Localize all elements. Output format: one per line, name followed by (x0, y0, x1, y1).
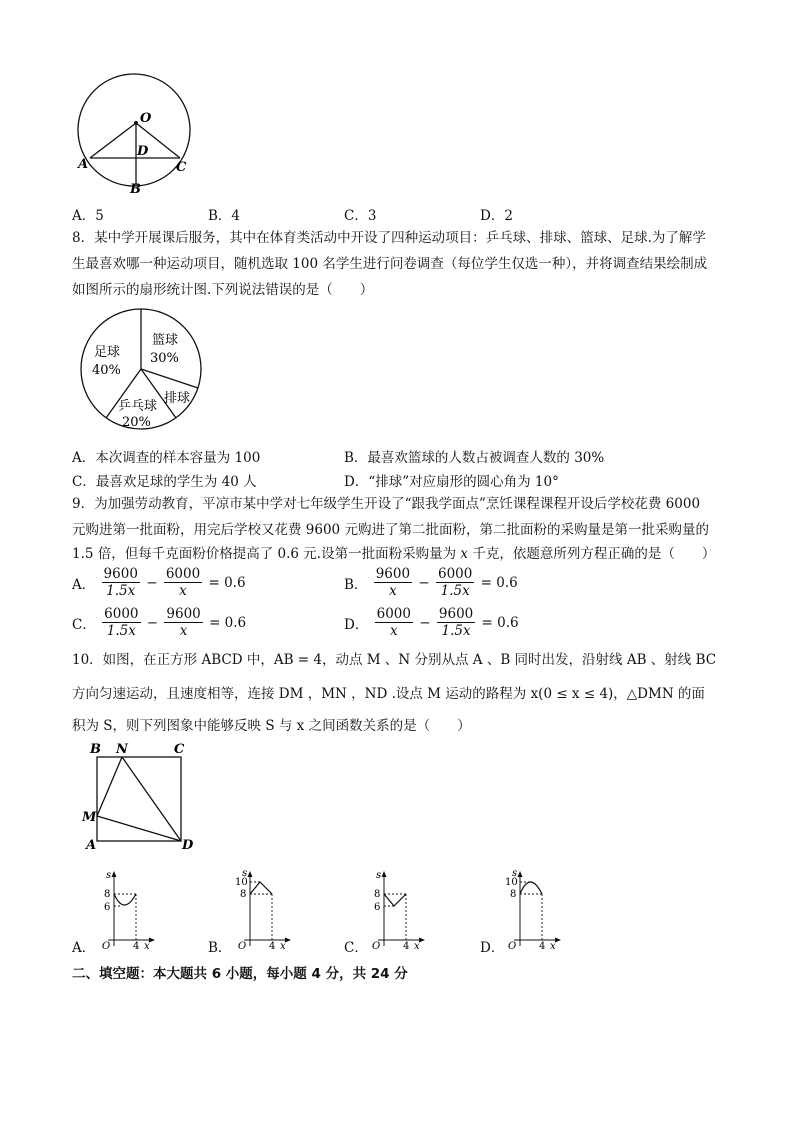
q10-graph-b-y-arrow (248, 871, 253, 877)
q9-stem-line1: 9．为加强劳动教育，平凉市某中学对七年级学生开设了“跟我学面点”烹饪课程课程开设后学校花费 6000 (72, 496, 701, 512)
q10-graph-a-y2: 6 (104, 902, 111, 913)
q10-segment-mn (97, 757, 122, 816)
q10-label-a: A (86, 838, 97, 852)
q8-label-volleyball: 排球 (164, 391, 191, 406)
q10-graph-b-o: O (238, 941, 247, 952)
q10-label-b: B (90, 742, 101, 757)
q9-option-d-frac2 (437, 606, 475, 639)
q10-graph-b-y2: 8 (240, 889, 247, 900)
q10-graph-c-xt: 4 (403, 941, 410, 952)
q8-label-basketball: 篮球 (152, 333, 179, 348)
q10-graph-c (362, 866, 428, 952)
q9-option-b-minus: − (418, 574, 430, 591)
q9-option-d-num1: 6000 (376, 606, 411, 622)
q9-stem-var-x: x (460, 546, 469, 562)
q10-graph-d-y-arrow (518, 871, 523, 877)
q8-label-football: 足球 (94, 345, 121, 360)
q10-graph-c-s: s (376, 870, 382, 881)
q9-option-b-frac2 (436, 566, 474, 599)
q10-graph-d-x: x (550, 941, 556, 952)
q10-graph-a-x-arrow (149, 938, 155, 943)
q10-graph-c-y2: 6 (374, 902, 381, 913)
q9-option-d-frac1 (375, 606, 413, 639)
q9-option-c-den1: 1.5x (106, 623, 136, 639)
q10-option-c-label: C． (344, 940, 368, 956)
q10-graph-c-x: x (414, 941, 420, 952)
q10-graph-d-curve (520, 882, 542, 894)
q9-option-a-rhs: = 0.6 (208, 574, 246, 591)
q10-segment-dm (97, 816, 181, 841)
q10-graph-b-x: x (280, 941, 286, 952)
q9-option-b-frac1 (374, 566, 412, 599)
q9-option-d-den1: x (389, 623, 398, 639)
q8-stem-line3: 如图所示的扇形统计图.下列说法错误的是（ ） (72, 282, 374, 298)
q9-option-b-den1: x (389, 583, 397, 599)
q10-option-d-label: D． (480, 940, 505, 956)
q10-graph-d-y1: 10 (505, 877, 518, 888)
q8-label-football-pct: 40% (92, 363, 121, 378)
q10-graph-b-x-arrow (285, 938, 291, 943)
q7-label-a: A (78, 157, 89, 172)
q10-graph-a-s: s (106, 870, 112, 881)
q8-option-a: A．本次调查的样本容量为 100 (72, 450, 261, 466)
q10-label-c: C (174, 742, 185, 757)
q8-pie-chart (76, 306, 206, 432)
q10-graph-c-y1: 8 (374, 889, 381, 900)
q9-stem-line3-part2: 千克，依题意所列方程正确的是（ ） (472, 546, 716, 562)
q10-square-figure (80, 740, 200, 852)
q9-option-d-rhs: = 0.6 (481, 614, 519, 631)
q9-stem-line3-part1: 1.5 倍，但每千克面粉价格提高了 0.6 元.设第一批面粉采购量为 (72, 546, 457, 562)
q7-label-c: C (176, 160, 187, 175)
q9-option-c-den2: x (179, 623, 188, 639)
q7-circle (78, 74, 190, 186)
q10-graph-c-x-arrow (419, 938, 425, 943)
q10-graph-a-xt: 4 (133, 941, 140, 952)
q9-option-d-label: D． (344, 616, 369, 633)
q9-option-c-frac2 (164, 606, 202, 639)
q10-option-b-label: B． (208, 940, 232, 956)
q10-graph-b-curve (250, 882, 272, 894)
q10-graph-a-y-arrow (112, 871, 117, 877)
q10-graph-a-curve (114, 894, 136, 905)
q9-option-a (72, 566, 246, 599)
q8-label-pingpong: 乒乓球 (118, 399, 158, 414)
q9-option-b-label: B． (344, 576, 368, 593)
section-2-heading: 二、填空题：本大题共 6 小题，每小题 4 分，共 24 分 (72, 966, 408, 982)
q8-label-pingpong-pct: 20% (122, 415, 151, 430)
q9-option-d-minus: − (419, 614, 431, 631)
q7-radius-oa (90, 123, 136, 158)
q9-option-c (72, 606, 246, 639)
q10-graph-b-y1: 10 (235, 877, 248, 888)
q7-option-a: A．5 (72, 208, 104, 224)
q8-option-c: C．最喜欢足球的学生为 40 人 (72, 474, 257, 490)
q9-option-b-den2: 1.5x (440, 583, 470, 599)
q10-graph-c-curve (384, 894, 406, 906)
q10-graph-d-y2: 8 (510, 889, 517, 900)
q10-graph-b-s: s (242, 868, 248, 879)
q10-label-m: M (82, 810, 97, 825)
q7-label-b: B (130, 182, 141, 195)
q9-option-c-num1: 6000 (104, 606, 139, 622)
q10-graph-d (498, 866, 564, 952)
q9-option-a-den2: x (179, 583, 187, 599)
q8-option-d: D．“排球”对应扇形的圆心角为 10° (344, 474, 559, 490)
q10-stem-line1: 10．如图，在正方形 ABCD 中，AB = 4，动点 M 、N 分别从点 A 、B 同时出发，沿射线 AB 、射线 BC (72, 652, 717, 668)
q9-stem-line2: 元购进第一批面粉，用完后学校又花费 9600 元购进了第二批面粉，第二批面粉的采购量是第一批采购量的 (72, 522, 709, 538)
q9-option-d-den2: 1.5x (441, 623, 471, 639)
q9-option-d (344, 606, 519, 639)
q7-label-d: D (137, 144, 149, 159)
q8-option-b: B．最喜欢篮球的人数占被调查人数的 30% (344, 450, 605, 466)
q9-option-c-num2: 9600 (166, 606, 201, 622)
q9-option-c-frac1 (102, 606, 140, 639)
q7-option-c: C．3 (344, 208, 377, 224)
q9-option-c-minus: − (146, 614, 159, 631)
q9-option-b (344, 566, 518, 599)
q7-label-o: O (140, 111, 152, 126)
q10-graph-d-o: O (508, 941, 517, 952)
q10-graph-c-y-arrow (382, 871, 387, 877)
q9-stem-line3 (72, 544, 715, 564)
q7-point-o (134, 121, 138, 125)
q8-label-basketball-pct: 30% (150, 351, 179, 366)
q8-stem-line1: 8．某中学开展课后服务，其中在体育类活动中开设了四种运动项目：乒乓球、排球、篮球、足球.为了解学 (72, 230, 706, 246)
q10-graph-b (228, 866, 294, 952)
q9-option-d-num2: 9600 (438, 606, 474, 622)
q9-option-a-minus: − (146, 574, 158, 591)
q7-circle-figure (70, 70, 200, 195)
q10-graph-d-s: s (512, 868, 518, 879)
q7-option-b: B．4 (208, 208, 241, 224)
q10-graph-a-o: O (102, 941, 111, 952)
q9-option-b-rhs: = 0.6 (480, 574, 518, 591)
q10-graph-d-x-arrow (555, 938, 561, 943)
q9-option-a-num1: 9600 (103, 566, 138, 582)
q10-option-a-label: A． (72, 940, 96, 956)
q10-graph-c-o: O (372, 941, 381, 952)
q10-stem-line3: 积为 S，则下列图象中能够反映 S 与 x 之间函数关系的是（ ） (72, 718, 471, 734)
q8-pie-divider-right (141, 369, 198, 388)
q9-option-a-label: A． (72, 576, 96, 593)
q10-label-d: D (182, 838, 194, 852)
q10-label-n: N (116, 742, 128, 757)
q10-graph-b-xt: 4 (269, 941, 276, 952)
q9-option-a-den1: 1.5x (106, 583, 136, 599)
q10-graph-a-y1: 8 (104, 889, 111, 900)
q8-stem-line2: 生最喜欢哪一种运动项目，随机选取 100 名学生进行问卷调查（每位学生仅选一种），并将调查结果绘制成 (72, 256, 708, 272)
q9-option-c-label: C． (72, 616, 96, 633)
q9-option-c-rhs: = 0.6 (209, 614, 247, 631)
q10-graph-d-xt: 4 (539, 941, 546, 952)
q10-graph-a (92, 866, 158, 952)
q9-option-a-num2: 6000 (165, 566, 201, 582)
q10-graph-a-x: x (144, 941, 150, 952)
q7-option-d: D．2 (480, 208, 513, 224)
q9-option-a-frac2 (164, 566, 202, 599)
q9-option-b-num1: 9600 (375, 566, 411, 582)
q9-option-a-frac1 (102, 566, 140, 599)
q10-stem-line2: 方向匀速运动，且速度相等，连接 DM ，MN ，ND .设点 M 运动的路程为 x(0 ≤ x ≤ 4)，△DMN 的面 (72, 686, 705, 702)
q9-option-b-num2: 6000 (437, 566, 473, 582)
q10-segment-nd (122, 757, 181, 841)
